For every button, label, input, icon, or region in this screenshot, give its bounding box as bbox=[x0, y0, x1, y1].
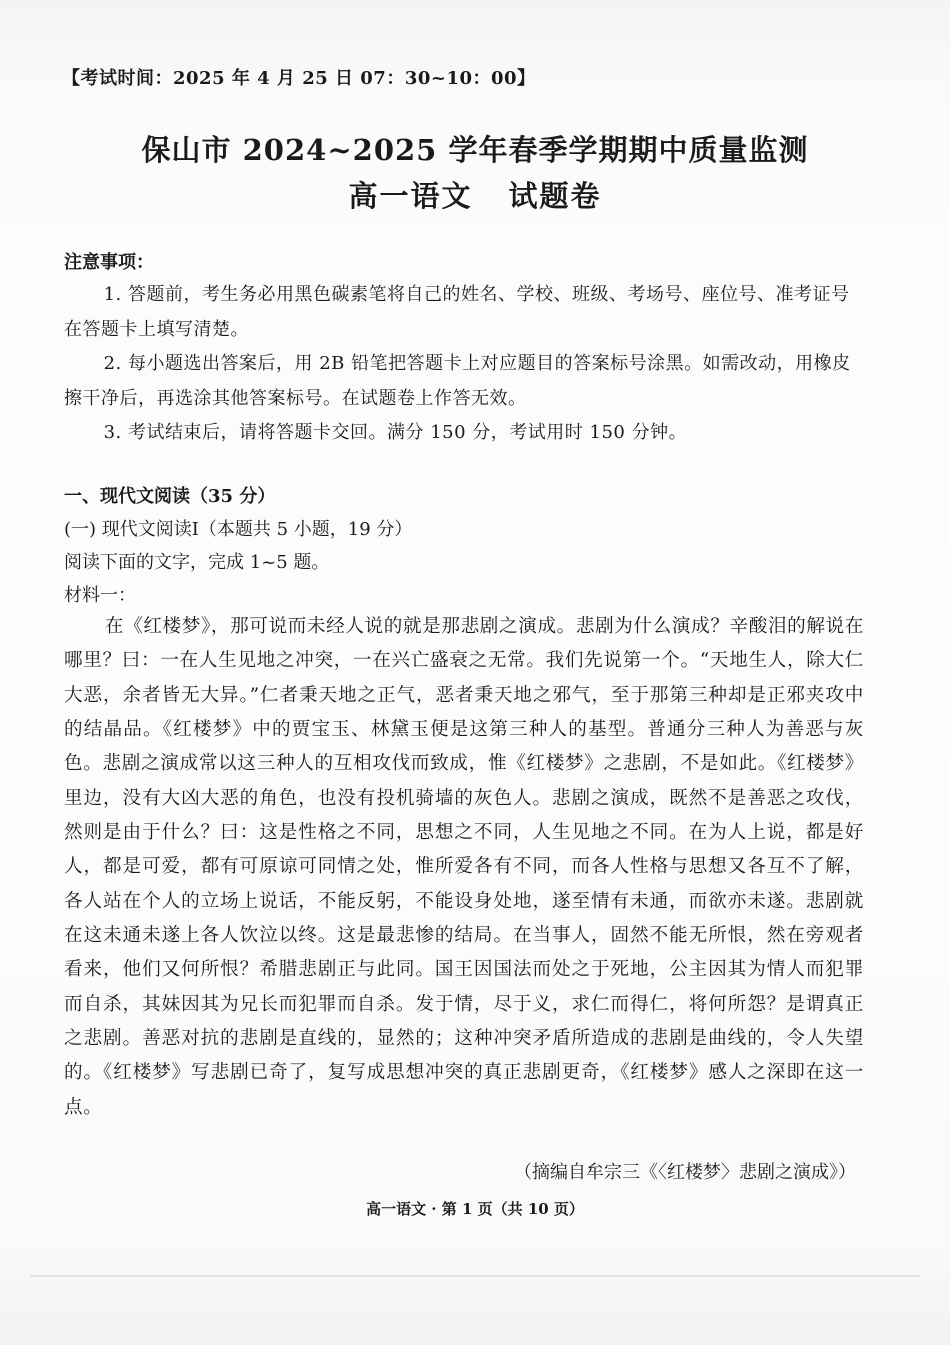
passage-source: （摘编自牟宗三《〈红楼梦〉悲剧之演成》） bbox=[514, 1162, 856, 1183]
section-subtitle: (一) 现代文阅读Ⅰ（本题共 5 小题，19 分） bbox=[64, 519, 413, 540]
exam-title: 保山市 2024~2025 学年春季学期期中质量监测 bbox=[141, 133, 809, 167]
section-instruction: 阅读下面的文字，完成 1~5 题。 bbox=[64, 552, 330, 573]
exam-subtitle: 高一语文 试题卷 bbox=[348, 179, 602, 213]
material-label: 材料一： bbox=[64, 585, 136, 606]
notice-item: 1. 答题前，考生务必用黑色碳素笔将自己的姓名、学校、班级、考场号、座位号、准考证号在答题卡上填写清楚。 bbox=[64, 284, 850, 340]
notice-item: 2. 每小题选出答案后，用 2B 铅笔把答题卡上对应题目的答案标号涂黑。如需改动，用橡皮擦干净后，再选涂其他答案标号。在试题卷上作答无效。 bbox=[64, 353, 851, 409]
exam-time: 【考试时间：2025 年 4 月 25 日 07：30~10：00】 bbox=[62, 68, 536, 89]
notice-item: 3. 考试结束后，请将答题卡交回。满分 150 分，考试用时 150 分钟。 bbox=[103, 422, 688, 443]
notice-list bbox=[64, 278, 864, 451]
notice-heading: 注意事项： bbox=[64, 252, 154, 273]
page-footer: 高一语文 · 第 1 页（共 10 页） bbox=[366, 1200, 584, 1218]
reading-passage: 在《红楼梦》，那可说而未经人说的就是那悲剧之演成。悲剧为什么演成？辛酸泪的解说在哪里？曰：一在人生见地之冲突，一在兴亡盛衰之无常。我们先说第一个。“天地生人，除大仁大恶，余者皆无大异。”仁者秉天地之正气，恶者秉天地之邪气，至于那第三种却是正邪夹攻中的结晶品。《红楼梦》中的贾宝玉、林黛玉便是这第三种人的基型。普通分三种人为善恶与灰色。悲剧之演成常以这三种人的互相攻伐而致成，惟《红楼梦》之悲剧，不是如此。《红楼梦》里边，没有大凶大恶的角色，也没有投机骑墙的灰色人。悲剧之演成，既然不是善恶之攻伐，然则是由于什么？曰：这是性格之不同，思想之不同，人生见地之不同。在为人上说，都是好人，都是可爱，都有可原谅可同情之处，惟所爱各有不同，而各人性格与思想又各互不了解，各人站在个人的立场上说话，不能反躬，不能设身处地，遂至情有未通，而欲亦未遂。悲剧就在这未通未遂上各人饮泣以终。这是最悲惨的结局。在当事人，固然不能无所恨，然在旁观者看来，他们又何所恨？希腊悲剧正与此同。国王因国法而处之于死地，公主因其为情人而犯罪而自杀，其妹因其为兄长而犯罪而自杀。发于情，尽于义，求仁而得仁，将何所怨？是谓真正之悲剧。善恶对抗的悲剧是直线的，显然的；这种冲突矛盾所造成的悲剧是曲线的，令人失望的。《红楼梦》写悲剧已奇了，复写成思想冲突的真正悲剧更奇，《红楼梦》感人之深即在这一点。 bbox=[64, 616, 864, 1118]
section-header bbox=[64, 480, 864, 612]
sheet-edge bbox=[30, 1275, 920, 1277]
section-title: 一、现代文阅读（35 分） bbox=[64, 486, 276, 507]
